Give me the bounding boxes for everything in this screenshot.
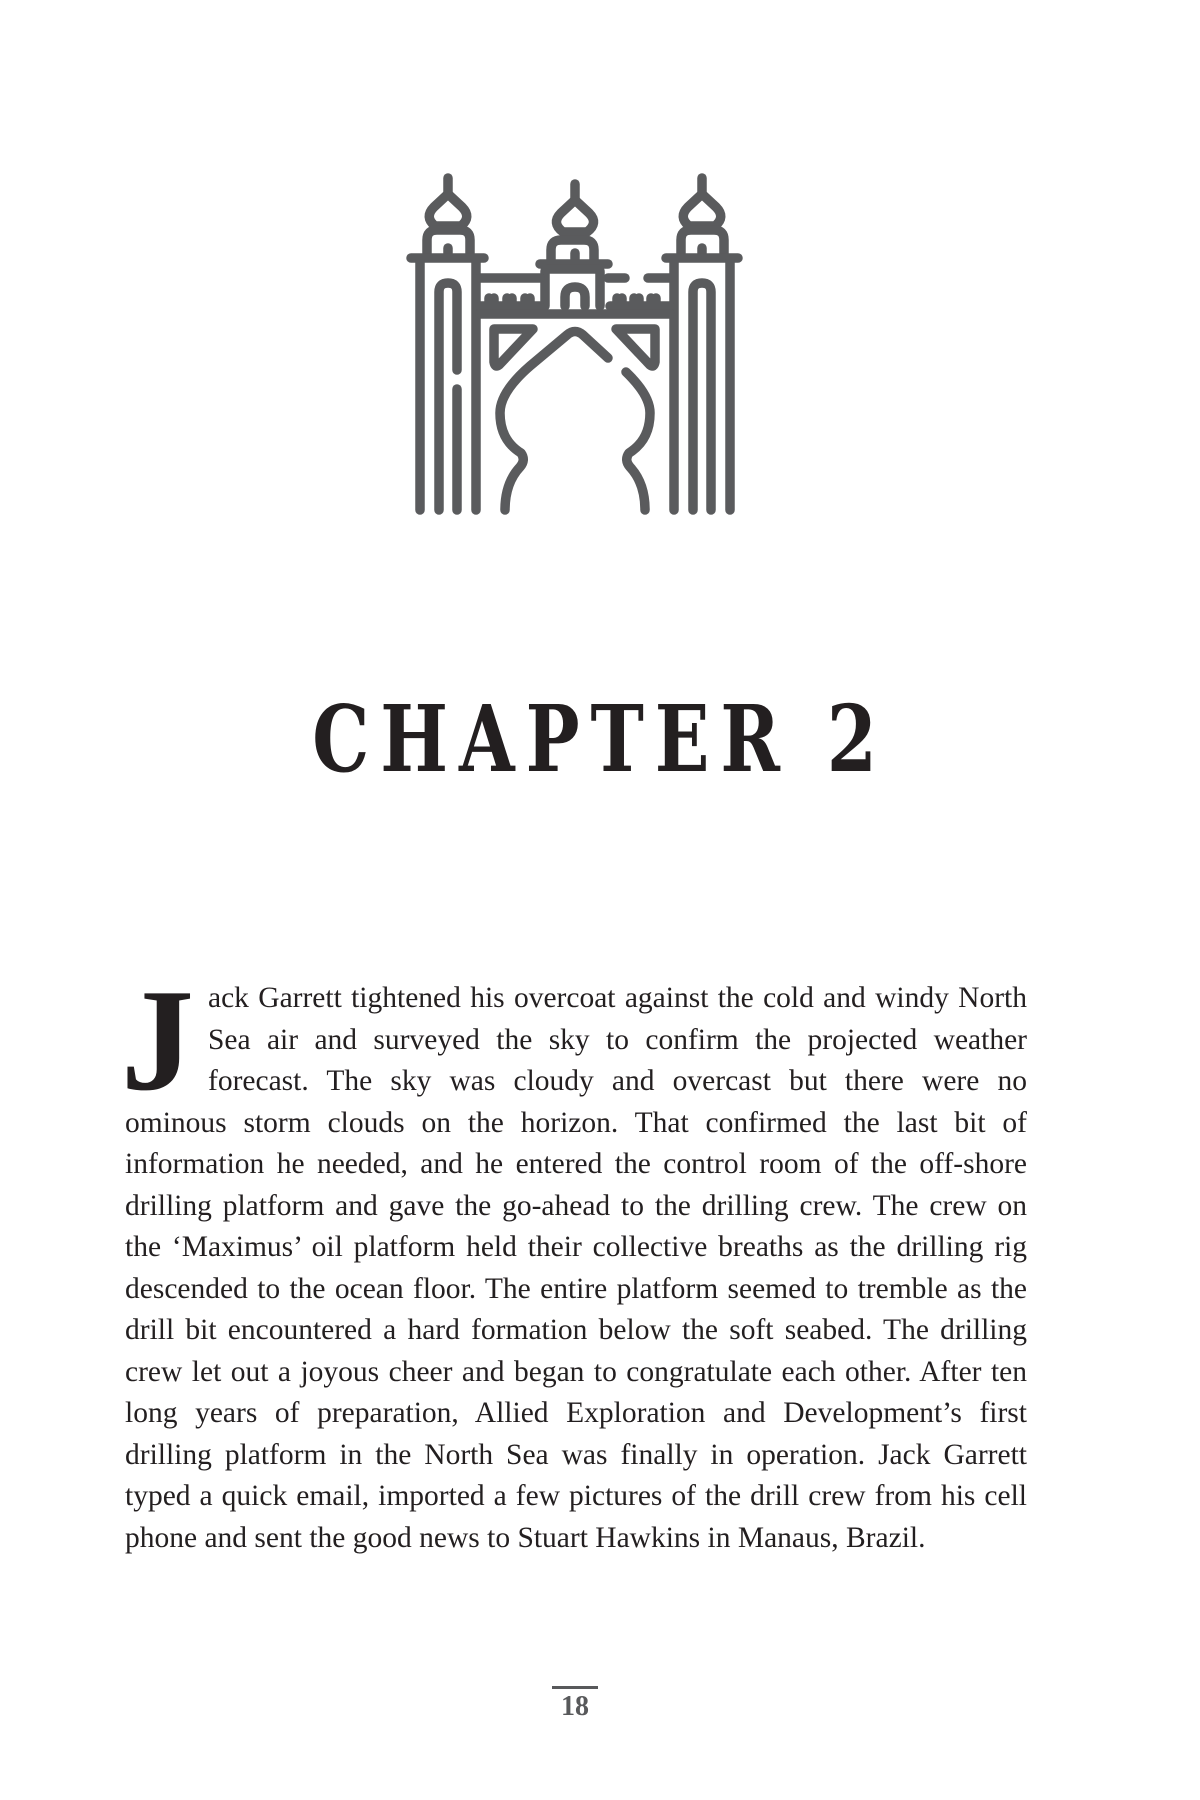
palace-gate-icon (400, 160, 760, 520)
chapter-title: CHAPTER 2 (312, 685, 888, 793)
drop-cap: J (121, 959, 194, 1121)
folio-rule-divider (552, 1686, 598, 1689)
page-number: 18 (561, 1691, 589, 1722)
chapter-body-paragraph (121, 959, 1027, 1559)
page-folio (550, 1686, 600, 1723)
paragraph-text: ack Garrett tightened his overcoat against the cold and windy North Sea air and surveyed the sky to confirm the projected weather forecast. The sky was cloudy and overcast but there were no ominous storm clouds on the horizon. That confirmed the last bit of information he needed, and he entered the control room of the off-shore drilling platform and gave the go-ahead to the drilling crew. The crew on the ‘Maximus’ oil platform held their collective breaths as the drilling rig descended to the ocean floor. The entire platform seemed to tremble as the drill bit encountered a hard formation below the soft seabed. The drilling crew let out a joyous cheer and began to congratulate each other. After ten long years of preparation, Allied Exploration and Development’s first drilling platform in the North Sea was finally in operation. Jack Garrett typed a quick email, imported a few pictures of the drill crew from his cell phone and sent the good news to Stuart Hawkins in Manaus, Brazil. (125, 982, 1027, 1554)
